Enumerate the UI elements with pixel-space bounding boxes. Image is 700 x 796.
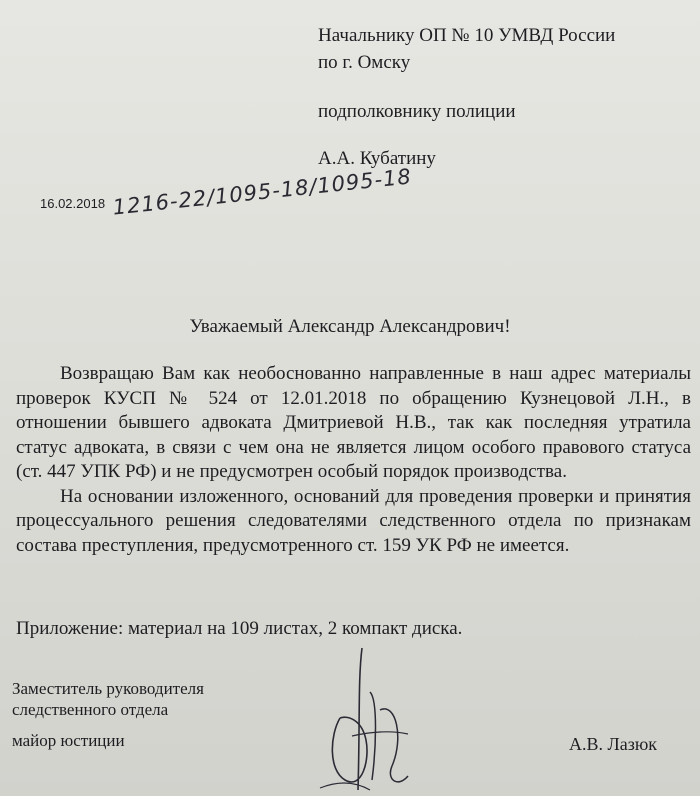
salutation: Уважаемый Александр Александрович! [189,316,511,337]
body-paragraph-2: На основании изложенного, оснований для проведения проверки и принятия процессуального решения следователями следственного отдела по признакам состава преступления, предусмотренного ст. 159 УК РФ не имеется. [16,485,691,556]
addressee-block [318,22,688,172]
signer-title-line-1: Заместитель руководителя [12,679,204,698]
addressee-name: А.А. Кубатину [318,148,436,169]
attachment-note: Приложение: материал на 109 листах, 2 компакт диска. [16,618,463,639]
signer-name: А.В. Лазюк [569,734,658,754]
signer-rank: майор юстиции [12,731,125,750]
handwritten-registration-number: 1216-22/1095-18/1095-18 [111,164,413,220]
addressee-line-2: по г. Омску [318,52,411,73]
handwritten-signature [300,640,440,796]
signer-title [12,678,204,720]
signer-title-line-2: следственного отдела [12,700,169,719]
addressee-rank: подполковнику полиции [318,101,516,122]
body-paragraph-1: Возвращаю Вам как необоснованно направленные в наш адрес материалы проверок КУСП № 524 от 12.01.2018 по обращению Кузнецовой Л.Н., в отношении бывшего адвоката Дмитриевой Н.В., так как последняя утратила статус адвоката, в связи с чем она не является лицом особого правового статуса (ст. 447 УПК РФ) и не предусмотрен особый порядок производства. [16,363,691,482]
addressee-line-1: Начальнику ОП № 10 УМВД России [318,25,616,46]
registration-date: 16.02.2018 [40,196,106,211]
letter-body [16,362,691,558]
